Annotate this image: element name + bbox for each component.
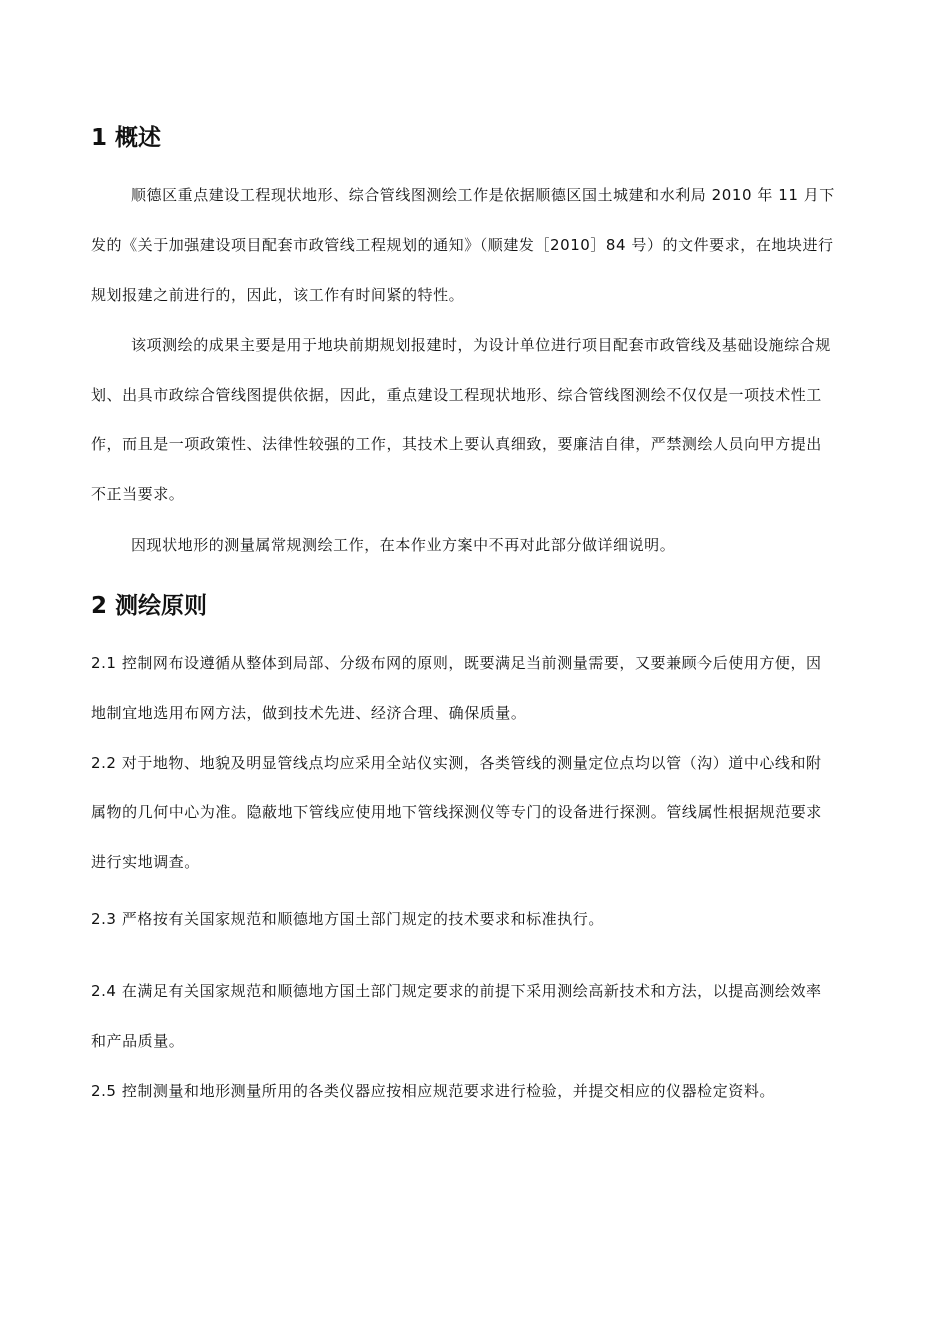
list-item-line: 2.4 在满足有关国家规范和顺德地方国土部门规定要求的前提下采用测绘高新技术和方法，以提高测绘效率 bbox=[91, 982, 822, 1000]
paragraph-line: 规划报建之前进行的，因此，该工作有时间紧的特性。 bbox=[91, 286, 465, 304]
paragraph-line: 顺德区重点建设工程现状地形、综合管线图测绘工作是依据顺德区国土城建和水利局 2010 年 11 月下 bbox=[131, 186, 835, 204]
paragraph-line: 该项测绘的成果主要是用于地块前期规划报建时，为设计单位进行项目配套市政管线及基础设施综合规 bbox=[131, 336, 831, 354]
list-item-line: 地制宜地选用布网方法，做到技术先进、经济合理、确保质量。 bbox=[91, 704, 527, 722]
paragraph-line: 因现状地形的测量属常规测绘工作，在本作业方案中不再对此部分做详细说明。 bbox=[131, 536, 676, 554]
paragraph-line: 作，而且是一项政策性、法律性较强的工作，其技术上要认真细致，要廉洁自律，严禁测绘人员向甲方提出 bbox=[91, 435, 822, 453]
list-item-line: 属物的几何中心为准。隐蔽地下管线应使用地下管线探测仪等专门的设备进行探测。管线属性根据规范要求 bbox=[91, 803, 822, 821]
list-item-line: 进行实地调查。 bbox=[91, 853, 200, 871]
paragraph-line: 划、出具市政综合管线图提供依据，因此，重点建设工程现状地形、综合管线图测绘不仅仅是一项技术性工 bbox=[91, 386, 822, 404]
list-item-line: 和产品质量。 bbox=[91, 1032, 185, 1050]
list-item-line: 2.5 控制测量和地形测量所用的各类仪器应按相应规范要求进行检验，并提交相应的仪器检定资料。 bbox=[91, 1082, 775, 1100]
list-item-line: 2.1 控制网布设遵循从整体到局部、分级布网的原则，既要满足当前测量需要，又要兼顾今后使用方便，因 bbox=[91, 654, 822, 672]
section-heading-principles: 2 测绘原则 bbox=[91, 593, 208, 619]
paragraph-line: 不正当要求。 bbox=[91, 485, 185, 503]
section-heading-overview: 1 概述 bbox=[91, 125, 162, 151]
paragraph-line: 发的《关于加强建设项目配套市政管线工程规划的通知》（顺建发［2010］84 号）的文件要求，在地块进行 bbox=[91, 236, 834, 254]
list-item-line: 2.2 对于地物、地貌及明显管线点均应采用全站仪实测，各类管线的测量定位点均以管（沟）道中心线和附 bbox=[91, 754, 822, 772]
list-item-line: 2.3 严格按有关国家规范和顺德地方国土部门规定的技术要求和标准执行。 bbox=[91, 910, 604, 928]
